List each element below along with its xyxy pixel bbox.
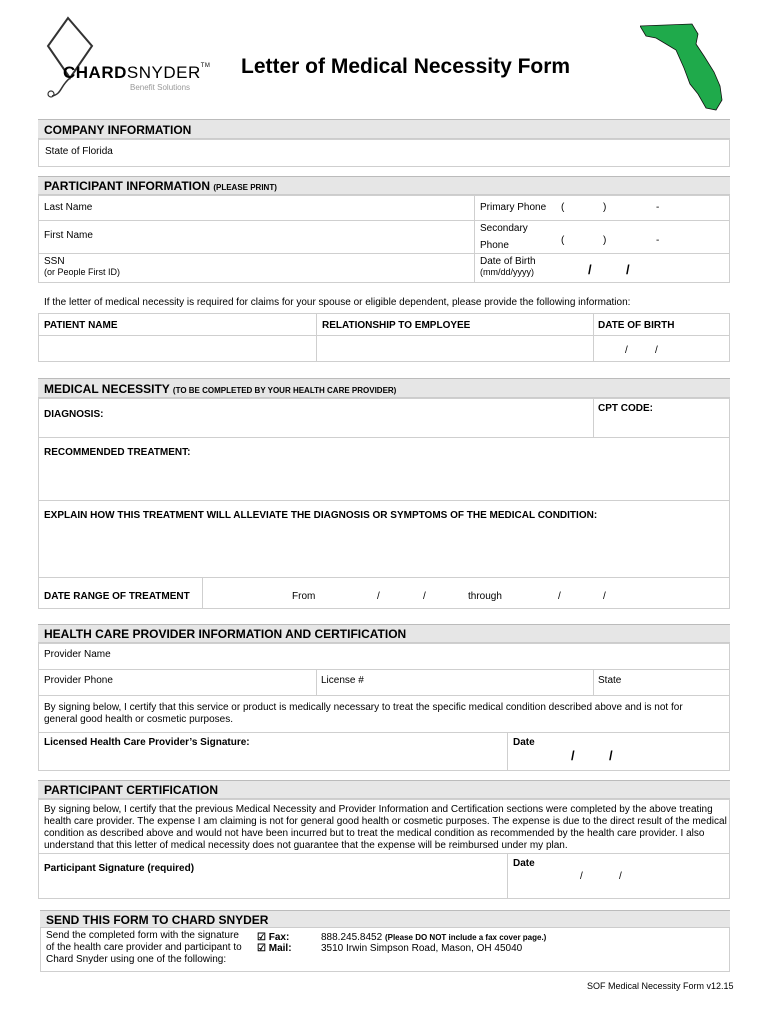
participant-signature-label: Participant Signature (required) — [44, 863, 195, 874]
fax-value: 888.245.8452 (Please DO NOT include a fax cover page.) — [321, 932, 547, 943]
participant-cert-text: By signing below, I certify that the previous Medical Necessity and Provider Information and Certification sections were completed by the above treating health care provider. The expense I am claiming is not for general good health or cosmetic purposes. The expense is due to the direct result of the medical condition as described above and would not have been incurred but to treat the medical condition as recommended by the health care provider. I also understand that this letter of medical necessity does not guarantee that the expense will be reimbursed under my plan. — [44, 804, 727, 851]
provider-signature-field[interactable] — [40, 748, 505, 769]
medical-section-header: MEDICAL NECESSITY (TO BE COMPLETED BY YOUR HEALTH CARE PROVIDER) — [38, 378, 730, 398]
patient-dob-slash-1: / — [625, 345, 628, 356]
primary-phone-dash: - — [656, 202, 660, 213]
provider-name-input[interactable] — [120, 645, 726, 667]
ssn-note: (or People First ID) — [44, 267, 121, 277]
patient-dob-header: DATE OF BIRTH — [598, 320, 675, 331]
license-label: License # — [321, 675, 364, 686]
provider-phone-input[interactable] — [120, 671, 314, 693]
patient-name-input[interactable] — [40, 337, 314, 360]
provider-phone-label: Provider Phone — [44, 675, 113, 686]
participant-date-slash-2: / — [619, 871, 622, 882]
ssn-input[interactable] — [140, 255, 470, 282]
primary-phone-close-paren: ) — [603, 202, 607, 213]
cpt-code-input[interactable] — [595, 415, 728, 435]
patient-dob-input[interactable] — [595, 337, 728, 360]
secondary-phone-dash: - — [656, 235, 660, 246]
secondary-phone-label-1: Secondary — [480, 223, 528, 234]
logo-wordmark: CHARDSNYDER™ — [63, 63, 211, 82]
cpt-code-label: CPT CODE: — [598, 403, 653, 414]
page-title: Letter of Medical Necessity Form — [241, 55, 571, 78]
kite-logo-icon — [40, 16, 100, 98]
relationship-header: RELATIONSHIP TO EMPLOYEE — [322, 320, 471, 331]
dob-slash-2: / — [626, 262, 630, 277]
provider-section-header: HEALTH CARE PROVIDER INFORMATION AND CERTIFICATION — [38, 624, 730, 643]
send-instructions: Send the completed form with the signature of the health care provider and participant to Chard Snyder using one of the following: — [46, 930, 242, 965]
participant-section-header: PARTICIPANT INFORMATION (PLEASE PRINT) — [38, 176, 730, 195]
florida-map-icon — [640, 20, 726, 112]
patient-dob-slash-2: / — [655, 345, 658, 356]
primary-phone-input[interactable] — [566, 198, 726, 218]
license-input[interactable] — [370, 671, 590, 693]
participant-signature-field[interactable] — [40, 875, 505, 897]
mail-label: ☑ Mail: — [257, 943, 292, 954]
ssn-label: SSN — [44, 256, 65, 267]
explain-input[interactable] — [40, 524, 728, 575]
first-name-input[interactable] — [140, 222, 470, 251]
diagnosis-label: DIAGNOSIS: — [44, 409, 104, 420]
state-input[interactable] — [630, 671, 728, 693]
form-version-footer: SOF Medical Necessity Form v12.15 — [587, 981, 734, 991]
secondary-phone-input[interactable] — [566, 224, 726, 251]
patient-name-header: PATIENT NAME — [44, 320, 118, 331]
fax-label: ☑ Fax: — [257, 932, 290, 943]
state-label: State — [598, 675, 622, 686]
secondary-phone-open-paren: ( — [561, 235, 565, 246]
logo-subtitle: Benefit Solutions — [130, 83, 191, 92]
provider-name-label: Provider Name — [44, 649, 111, 660]
provider-signature-label: Licensed Health Care Provider’s Signature: — [44, 737, 250, 748]
treatment-label: RECOMMENDED TREATMENT: — [44, 447, 191, 458]
date-range-label: DATE RANGE OF TREATMENT — [44, 591, 190, 602]
participant-cert-header: PARTICIPANT CERTIFICATION — [38, 780, 730, 799]
from-label: From — [292, 591, 316, 602]
primary-phone-label: Primary Phone — [480, 202, 547, 213]
primary-phone-open-paren: ( — [561, 202, 565, 213]
provider-date-slash-1: / — [571, 748, 575, 763]
dob-slash-1: / — [588, 262, 592, 277]
dependent-note: If the letter of medical necessity is required for claims for your spouse or eligible dependent, please provide the following information: — [44, 297, 631, 308]
treatment-input[interactable] — [40, 460, 728, 498]
participant-date-label: Date — [513, 858, 535, 869]
through-slash-2: / — [603, 591, 606, 602]
mail-value: 3510 Irwin Simpson Road, Mason, OH 45040 — [321, 943, 523, 954]
dob-format: (mm/dd/yyyy) — [480, 267, 534, 277]
provider-certify-text: By signing below, I certify that this service or product is medically necessary to treat the specific medical condition described above and is not for general good health or cosmetic purposes. — [44, 702, 683, 725]
secondary-phone-close-paren: ) — [603, 235, 607, 246]
explain-label: EXPLAIN HOW THIS TREATMENT WILL ALLEVIATE THE DIAGNOSIS OR SYMPTOMS OF THE MEDICAL CONDITION: — [44, 510, 598, 521]
through-label: through — [468, 591, 502, 602]
send-section-header: SEND THIS FORM TO CHARD SNYDER — [40, 910, 730, 928]
company-box — [38, 139, 730, 167]
provider-date-input[interactable] — [540, 746, 726, 769]
participant-date-input[interactable] — [540, 866, 726, 896]
company-section-header: COMPANY INFORMATION — [38, 119, 730, 139]
from-date-input[interactable] — [330, 583, 450, 605]
provider-date-slash-2: / — [609, 748, 613, 763]
dob-input[interactable] — [560, 256, 726, 281]
relationship-input[interactable] — [318, 337, 591, 360]
last-name-input[interactable] — [140, 197, 470, 218]
first-name-label: First Name — [44, 230, 93, 241]
last-name-label: Last Name — [44, 202, 93, 213]
through-slash-1: / — [558, 591, 561, 602]
diagnosis-input[interactable] — [120, 400, 590, 435]
through-date-input[interactable] — [515, 583, 635, 605]
participant-date-slash-1: / — [580, 871, 583, 882]
provider-date-label: Date — [513, 737, 535, 748]
dob-label: Date of Birth — [480, 256, 536, 267]
secondary-phone-label-2: Phone — [480, 240, 509, 251]
from-slash-1: / — [377, 591, 380, 602]
company-value: State of Florida — [45, 146, 113, 157]
from-slash-2: / — [423, 591, 426, 602]
